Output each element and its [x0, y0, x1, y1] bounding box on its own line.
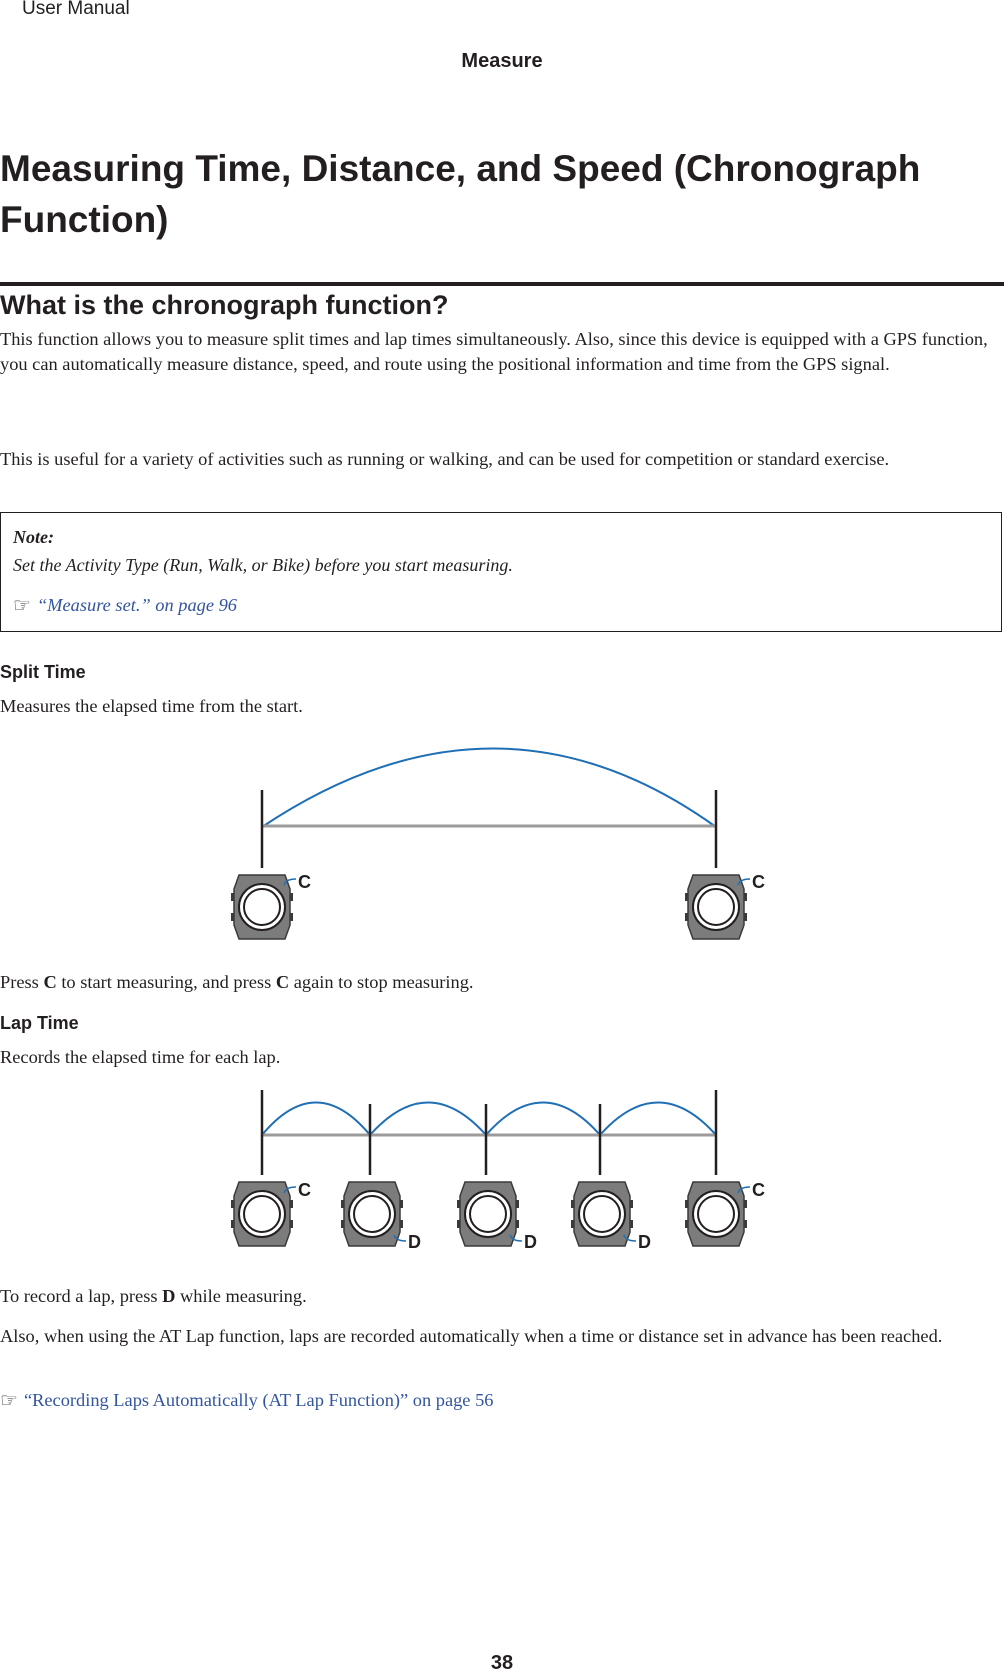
button-label-c: C	[298, 872, 311, 892]
intro-paragraph-2: This is useful for a variety of activities such as running or walking, and can be used for competition or standard exercise.	[0, 449, 890, 469]
split-instr-mid: to start measuring, and press	[56, 972, 276, 992]
lap-description: Records the elapsed time for each lap.	[0, 1047, 281, 1067]
pointing-hand-icon: ☞	[13, 595, 31, 617]
button-label-d: D	[408, 1232, 421, 1252]
manual-label: User Manual	[22, 0, 130, 19]
button-label-d: D	[524, 1232, 537, 1252]
split-time-diagram	[0, 730, 1004, 945]
note-reference[interactable]	[13, 593, 237, 618]
button-label-c: C	[298, 1180, 311, 1200]
lap-arc	[600, 1103, 716, 1136]
key-d: D	[162, 1286, 176, 1306]
button-label-c: C	[752, 1180, 765, 1200]
split-instr-post: again to stop measuring.	[289, 972, 474, 992]
watch-icon	[341, 1182, 403, 1246]
pointing-hand-icon: ☞	[0, 1390, 18, 1412]
note-box	[0, 512, 1002, 632]
split-heading: Split Time	[0, 662, 86, 682]
note-label: Note:	[13, 527, 54, 547]
at-lap-paragraph: Also, when using the AT Lap function, laps are recorded automatically when a time or distance set in advance has been reached.	[0, 1326, 943, 1346]
lap-time-diagram	[0, 1080, 1004, 1260]
heading-rule	[0, 282, 1004, 286]
button-label-c: C	[752, 872, 765, 892]
lap-heading: Lap Time	[0, 1013, 79, 1033]
watch-icon	[571, 1182, 633, 1246]
page-number: 38	[490, 1652, 514, 1674]
lap-instr-pre: To record a lap, press	[0, 1286, 163, 1306]
lap-reference[interactable]	[0, 1388, 493, 1413]
lap-instr-post: while measuring.	[175, 1286, 307, 1306]
split-instruction	[0, 970, 1000, 995]
lap-arc	[262, 1103, 370, 1136]
key-c: C	[275, 972, 290, 992]
lap-arc	[370, 1103, 486, 1136]
key-c: C	[43, 972, 57, 992]
lap-instruction	[0, 1284, 1000, 1309]
intro-paragraph-1: This function allows you to measure split times and lap times simultaneously. Also, since this device is equipped with a GPS function, you can automatically measure distance, speed, and route using the positional information and time from the GPS signal.	[0, 329, 988, 374]
section-label: Measure	[461, 50, 543, 72]
split-description: Measures the elapsed time from the start.	[0, 696, 303, 716]
watch-icon	[685, 1182, 747, 1246]
lap-link[interactable]: “Recording Laps Automatically (AT Lap Function)” on page 56	[23, 1390, 494, 1410]
watch-icon	[457, 1182, 519, 1246]
button-label-d: D	[638, 1232, 651, 1252]
watch-icon	[231, 1182, 293, 1246]
page-title: Measuring Time, Distance, and Speed (Chronograph Function)	[0, 148, 921, 240]
split-instr-pre: Press	[0, 972, 44, 992]
note-text: Set the Activity Type (Run, Walk, or Bike) before you start measuring.	[13, 555, 513, 575]
section-heading: What is the chronograph function?	[0, 290, 449, 320]
lap-arc	[486, 1103, 600, 1136]
split-arc	[262, 749, 716, 828]
note-link[interactable]: “Measure set.” on page 96	[36, 595, 238, 615]
